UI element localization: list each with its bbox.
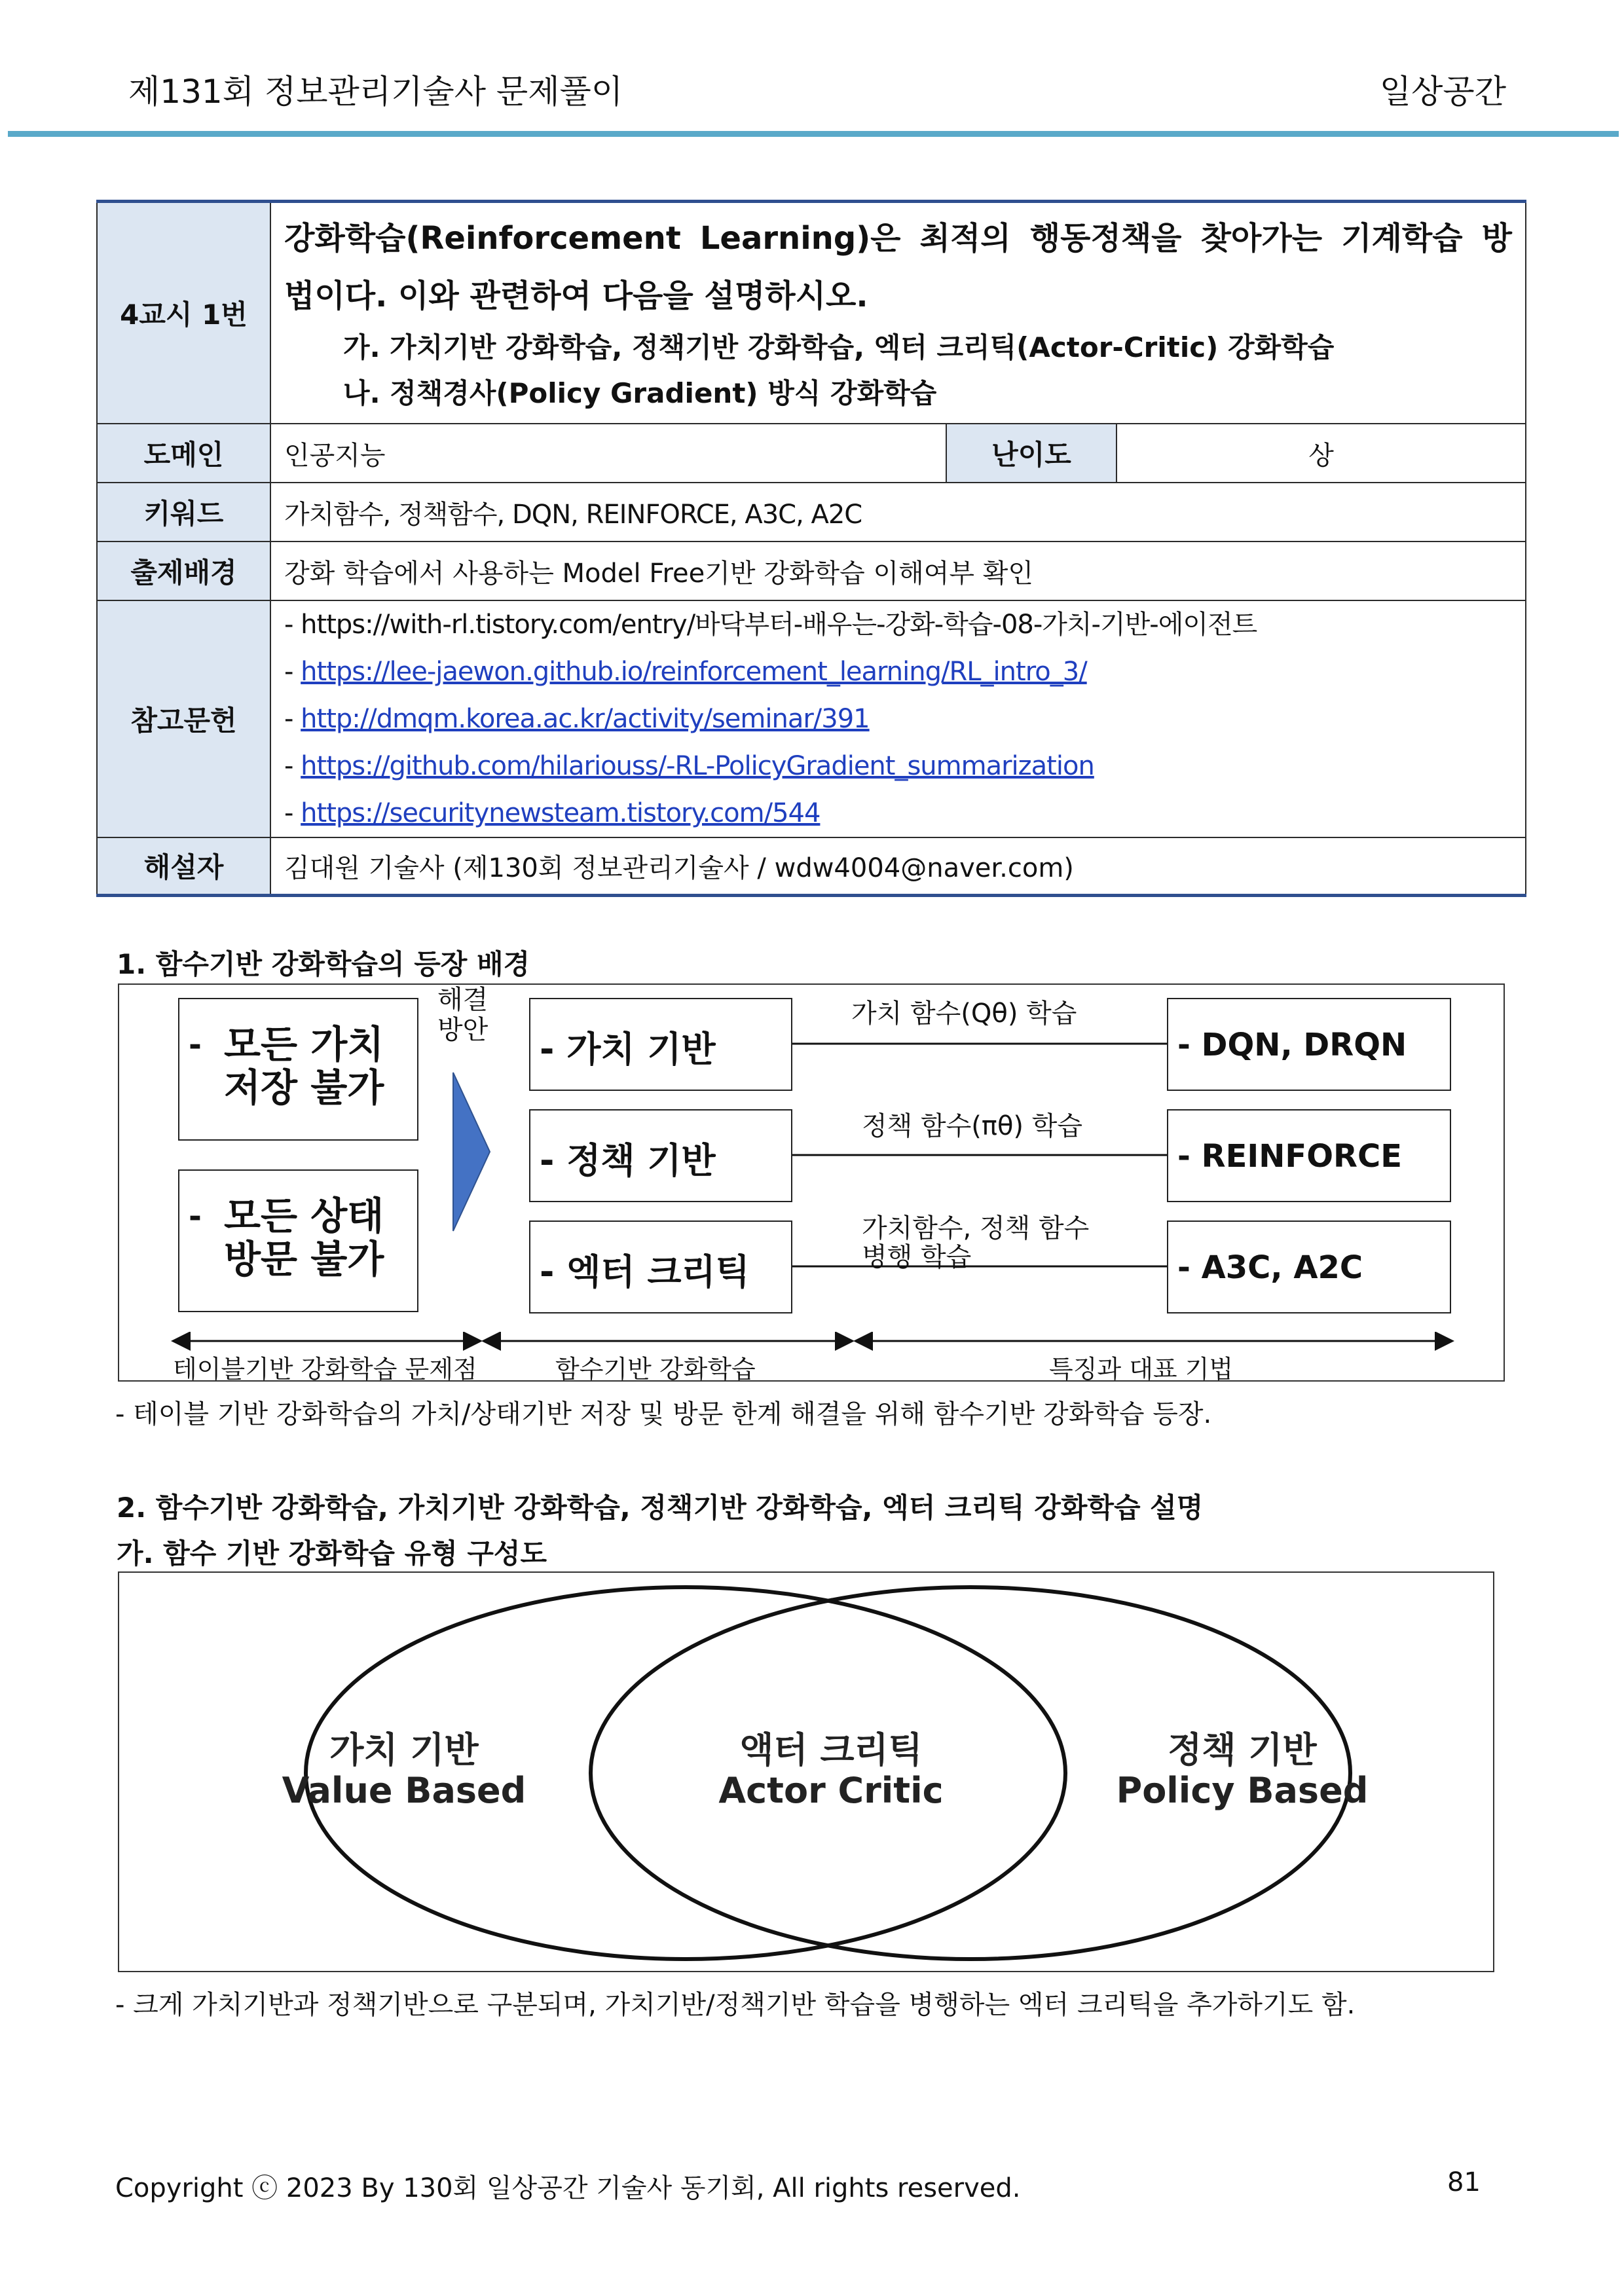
venn-label-value bbox=[224, 1730, 584, 1811]
problem-box-state-visit bbox=[178, 1169, 418, 1312]
rl-type-venn-diagram bbox=[118, 1571, 1494, 1972]
ref-item: - https://github.com/hilariouss/-RL-PolicyGradient_summarization bbox=[284, 751, 1094, 781]
result-a3c: - A3C, A2C bbox=[1177, 1249, 1363, 1286]
function-based-rl-diagram bbox=[118, 983, 1505, 1382]
ref-item: - https://with-rl.tistory.com/entry/바닥부터-배우는-강화-학습-08-가치-기반-에이전트 bbox=[284, 610, 1257, 640]
difficulty-value: 상 bbox=[1116, 424, 1526, 483]
problem-state-visit: 모든 상태 방문 불가 bbox=[224, 1194, 384, 1281]
venn-label-actor-critic bbox=[651, 1730, 1011, 1811]
problem-box-value-storage bbox=[178, 998, 418, 1141]
question-sub-b: 나. 정책경사(Policy Gradient) 방식 강화학습 bbox=[343, 377, 937, 409]
venn-policy-en: Policy Based bbox=[1116, 1770, 1369, 1811]
arrow-label-actor-critic: 가치함수, 정책 함수 병행 학습 bbox=[862, 1213, 1090, 1272]
refs-list bbox=[270, 600, 1526, 837]
approach-value-based: - 가치 기반 bbox=[540, 1029, 716, 1070]
domain-row bbox=[97, 424, 1526, 483]
ref-item: - https://lee-jaewon.github.io/reinforcement_learning/RL_intro_3/ bbox=[284, 657, 1087, 687]
refs-label: 참고문헌 bbox=[97, 600, 270, 837]
question-row bbox=[97, 202, 1526, 424]
header-divider bbox=[8, 131, 1619, 137]
venn-actor-critic-ko: 액터 크리틱 bbox=[739, 1729, 923, 1771]
solution-label: 해결 방안 bbox=[437, 985, 489, 1045]
arrow-label-policy: 정책 함수(πθ) 학습 bbox=[862, 1111, 1083, 1141]
section1-note: - 테이블 기반 강화학습의 가치/상태기반 저장 및 방문 한계 해결을 위해 함수기반 강화학습 등장. bbox=[115, 1399, 1212, 1429]
approach-box-actor-critic bbox=[529, 1221, 792, 1313]
span-label-features: 특징과 대표 기법 bbox=[1049, 1355, 1234, 1384]
author-label: 해설자 bbox=[97, 837, 270, 895]
span-label-table-problem: 테이블기반 강화학습 문제점 bbox=[173, 1355, 477, 1384]
keyword-value: 가치함수, 정책함수, DQN, REINFORCE, A3C, A2C bbox=[270, 483, 1526, 542]
result-dqn: - DQN, DRQN bbox=[1177, 1027, 1407, 1063]
page-number: 81 bbox=[1447, 2167, 1481, 2197]
page-header-title: 제131회 정보관리기술사 문제풀이 bbox=[128, 73, 623, 111]
session-label: 4교시 1번 bbox=[97, 202, 270, 424]
background-label: 출제배경 bbox=[97, 542, 270, 600]
page-header-brand: 일상공간 bbox=[1379, 73, 1506, 111]
section2-note: - 크게 가치기반과 정책기반으로 구분되며, 가치기반/정책기반 학습을 병행하는 엑터 크리틱을 추가하기도 함. bbox=[115, 1990, 1356, 2020]
background-value: 강화 학습에서 사용하는 Model Free기반 강화학습 이해여부 확인 bbox=[270, 542, 1526, 600]
result-box-reinforce bbox=[1167, 1109, 1451, 1202]
ref-item: - http://dmqm.korea.ac.kr/activity/seminar/391 bbox=[284, 704, 870, 734]
question-main-line2: 법이다. 이와 관련하여 다음을 설명하시오. bbox=[284, 278, 868, 314]
approach-policy-based: - 정책 기반 bbox=[540, 1140, 716, 1181]
author-row bbox=[97, 837, 1526, 895]
bullet-dash: - bbox=[189, 1027, 202, 1063]
ref-link[interactable]: https://github.com/hilariouss/-RL-PolicyGradient_summarization bbox=[301, 751, 1094, 781]
result-reinforce: - REINFORCE bbox=[1177, 1138, 1402, 1175]
ref-link[interactable]: http://dmqm.korea.ac.kr/activity/seminar/391 bbox=[301, 704, 870, 734]
arrow-label-value: 가치 함수(Qθ) 학습 bbox=[851, 999, 1077, 1029]
approach-actor-critic: - 엑터 크리틱 bbox=[540, 1251, 750, 1293]
span-label-function-rl: 함수기반 강화학습 bbox=[555, 1355, 756, 1384]
author-value: 김대원 기술사 (제130회 정보관리기술사 / wdw4004@naver.com) bbox=[270, 837, 1526, 895]
question-table bbox=[96, 200, 1526, 897]
domain-value: 인공지능 bbox=[270, 424, 946, 483]
ref-text: https://with-rl.tistory.com/entry/바닥부터-배우는-강화-학습-08-가치-기반-에이전트 bbox=[301, 610, 1257, 640]
refs-row bbox=[97, 600, 1526, 837]
venn-value-ko: 가치 기반 bbox=[329, 1729, 479, 1771]
venn-actor-critic-en: Actor Critic bbox=[718, 1770, 944, 1811]
problem-value-storage: 모든 가치 저장 불가 bbox=[224, 1022, 384, 1110]
background-row bbox=[97, 542, 1526, 600]
ref-link[interactable]: https://lee-jaewon.github.io/reinforcement_learning/RL_intro_3/ bbox=[301, 657, 1087, 687]
difficulty-label: 난이도 bbox=[946, 424, 1116, 483]
solution-arrow-icon bbox=[451, 1070, 492, 1234]
approach-box-policy bbox=[529, 1109, 792, 1202]
domain-label: 도메인 bbox=[97, 424, 270, 483]
section2-subheading: 가. 함수 기반 강화학습 유형 구성도 bbox=[117, 1537, 547, 1570]
section2-heading: 2. 함수기반 강화학습, 가치기반 강화학습, 정책기반 강화학습, 엑터 크리틱 강화학습 설명 bbox=[117, 1492, 1204, 1524]
question-sub-a: 가. 가치기반 강화학습, 정책기반 강화학습, 엑터 크리틱(Actor-Critic) 강화학습 bbox=[343, 331, 1335, 363]
result-box-dqn bbox=[1167, 998, 1451, 1091]
approach-box-value bbox=[529, 998, 792, 1091]
result-box-a3c bbox=[1167, 1221, 1451, 1313]
question-content bbox=[270, 202, 1526, 424]
venn-policy-ko: 정책 기반 bbox=[1168, 1729, 1317, 1771]
ref-link[interactable]: https://securitynewsteam.tistory.com/544 bbox=[301, 798, 821, 828]
bullet-dash: - bbox=[189, 1198, 202, 1235]
venn-label-policy bbox=[1062, 1730, 1422, 1811]
venn-value-en: Value Based bbox=[282, 1770, 526, 1811]
footer-copyright: Copyright ⓒ 2023 By 130회 일상공간 기술사 동기회, All rights reserved. bbox=[115, 2173, 1021, 2203]
keyword-row bbox=[97, 483, 1526, 542]
question-main-line1: 강화학습(Reinforcement Learning)은 최적의 행동정책을 찾아가는 기계학습 방 bbox=[284, 220, 1513, 257]
keyword-label: 키워드 bbox=[97, 483, 270, 542]
ref-item: - https://securitynewsteam.tistory.com/544 bbox=[284, 798, 821, 828]
section1-heading: 1. 함수기반 강화학습의 등장 배경 bbox=[117, 948, 530, 980]
